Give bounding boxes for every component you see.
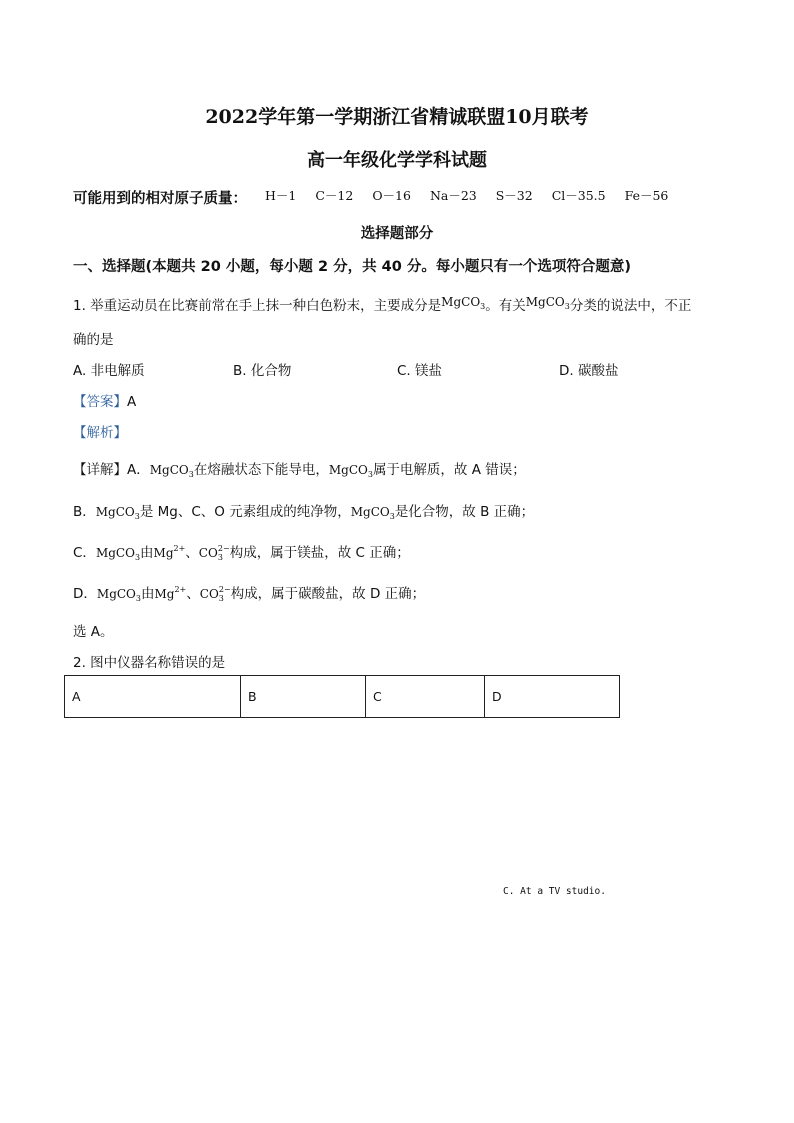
ion-mg: $Mg^{2+}$ — [154, 585, 187, 601]
formula-mgco3: MgCO$_3$ — [149, 463, 194, 479]
formula-mgco3: MgCO$_3$ — [350, 505, 395, 521]
ion-co3: $CO_3^{2-}$ — [199, 585, 231, 603]
formula-mgco3: MgCO$_3$ — [525, 295, 570, 311]
stray-text: C. At a TV studio. — [503, 886, 606, 897]
atomic-mass-item: O－16 — [372, 188, 411, 203]
q1-stem-line-1: 1. 举重运动员在比赛前常在手上抹一种白色粉末，主要成分是MgCO$_3$。有关MgCO$_3$分类的说法中，不正 — [73, 295, 692, 314]
atomic-mass-label: 可能用到的相对原子质量： — [73, 191, 247, 207]
formula-mgco3: MgCO$_3$ — [95, 546, 141, 562]
formula-mgco3: MgCO$_3$ — [96, 587, 141, 603]
atomic-mass-item: Na－23 — [429, 188, 477, 203]
atomic-mass-list — [265, 186, 683, 204]
q1-detail-d: D．MgCO$_3$由$Mg^{2+}$、$CO_3^{2-}$构成，属于碳酸盐，故 D 正确； — [73, 585, 426, 603]
atomic-mass-item: Cl－35.5 — [551, 188, 606, 203]
section-title: 一、选择题(本题共 20 小题，每小题 2 分，共 40 分。每小题只有一个选项符合题意) — [73, 259, 631, 275]
q2-options-table — [64, 675, 620, 718]
q2-cell-a: A — [65, 676, 241, 718]
answer-value: A — [127, 394, 137, 410]
q1-stem-line-2: 确的是 — [73, 332, 114, 348]
atomic-mass-item: C－12 — [315, 188, 354, 203]
formula-mgco3: MgCO$_3$ — [328, 463, 373, 479]
q1-option-b: B. 化合物 — [233, 363, 292, 379]
q1-option-d: D. 碳酸盐 — [559, 363, 619, 379]
q1-option-a: A. 非电解质 — [73, 363, 145, 379]
part-title: 选择题部分 — [360, 226, 434, 242]
q1-option-c: C. 镁盐 — [397, 363, 443, 379]
atomic-mass-item: S－32 — [495, 188, 533, 203]
ion-co3: $CO_3^{2-}$ — [198, 544, 230, 562]
q1-conclusion: 选 A。 — [73, 624, 114, 640]
formula-mgco3: MgCO$_3$ — [441, 295, 486, 311]
ion-mg: $Mg^{2+}$ — [153, 544, 186, 560]
q1-answer — [73, 390, 136, 410]
formula-mgco3: MgCO$_3$ — [95, 505, 140, 521]
q1-detail-c: C．MgCO$_3$由$Mg^{2+}$、$CO_3^{2-}$构成，属于镁盐，故 C 正确； — [73, 544, 410, 562]
q1-detail-b: B．MgCO$_3$是 Mg、C、O 元素组成的纯净物，MgCO$_3$是化合物，故 B 正确； — [73, 504, 535, 521]
q2-stem: 2. 图中仪器名称错误的是 — [73, 655, 226, 671]
atomic-mass-item: Fe－56 — [624, 188, 669, 203]
q2-cell-c: C — [366, 676, 485, 718]
q1-analysis-label: 【解析】 — [73, 425, 127, 441]
q2-cell-d: D — [485, 676, 620, 718]
q1-detail-a: 【详解】A．MgCO$_3$在熔融状态下能导电，MgCO$_3$属于电解质，故 A 错误； — [73, 462, 526, 479]
answer-label: 【答案】 — [73, 394, 127, 410]
q2-cell-b: B — [241, 676, 366, 718]
atomic-mass-item: H－1 — [265, 188, 297, 203]
exam-subtitle: 高一年级化学学科试题 — [307, 150, 487, 171]
exam-title: 2022学年第一学期浙江省精诚联盟10月联考 — [205, 106, 589, 128]
